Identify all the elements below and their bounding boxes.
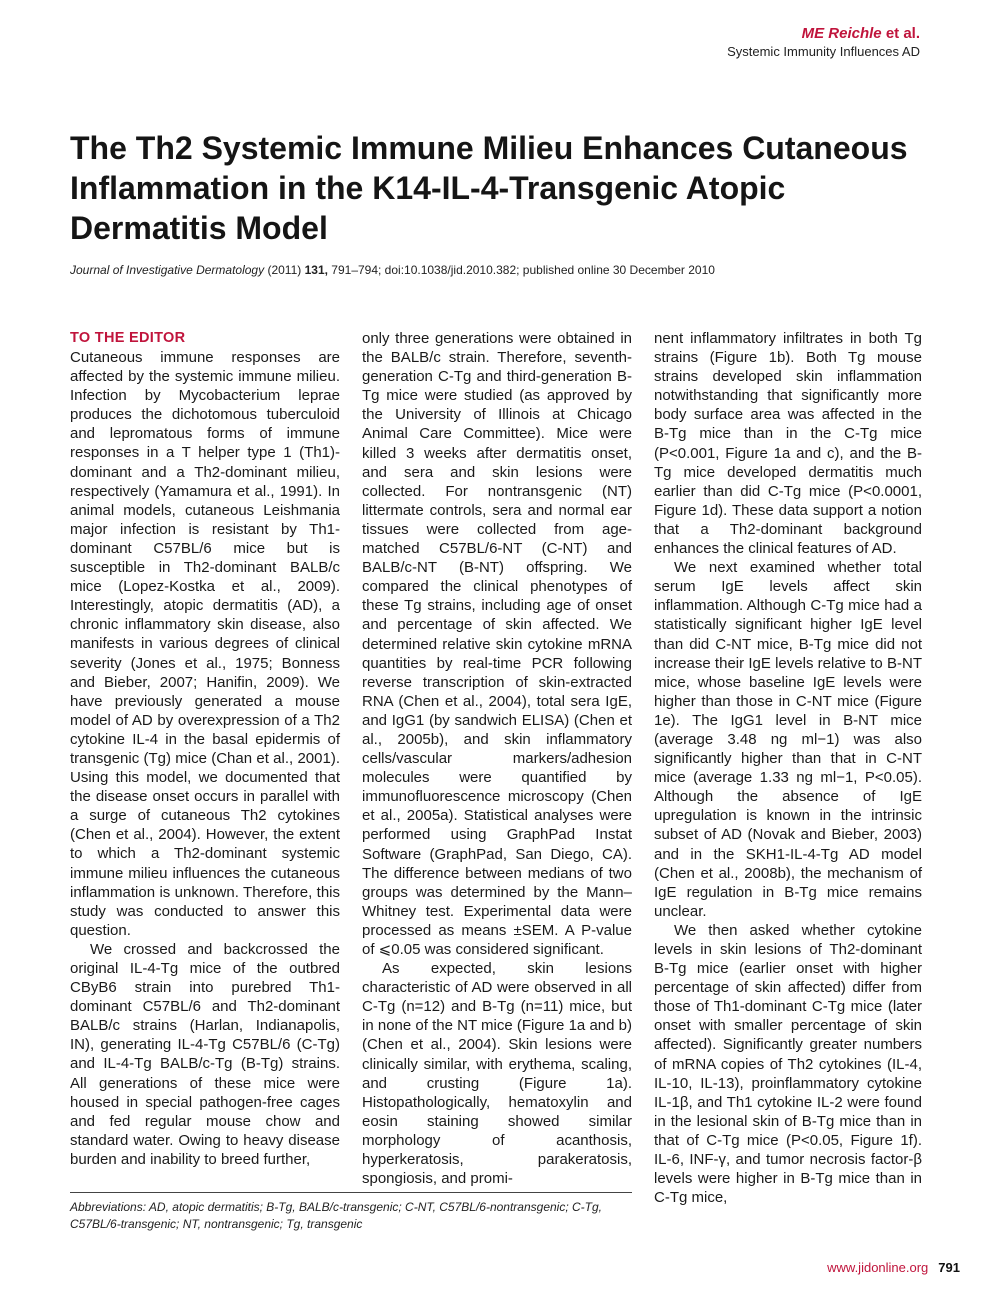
running-head-title: Systemic Immunity Influences AD: [727, 44, 920, 59]
running-head: [727, 24, 920, 60]
paragraph: We next examined whether total serum IgE levels affect skin inflammation. Although C-Tg mice had a statistically significant higher IgE level than did C-NT mice, B-Tg mice did not increase their IgE levels relative to B-NT mice, whose baseline IgE levels were higher than those in C-NT mice (Figure 1e). The IgG1 level in B-NT mice (average 3.48 ng ml−1) was also significantly higher than that in C-NT mice (average 1.33 ng ml−1, P<0.05). Although the absence of IgE upregulation is known in the intrinsic subset of AD (Novak and Bieber, 2003) and in the SKH1-IL-4-Tg AD model (Chen et al., 2008b), the mechanism of IgE regulation in B-Tg mice remains unclear.: [654, 559, 922, 920]
running-head-author: [727, 24, 920, 44]
citation-line: [70, 262, 930, 278]
citation-volume: 131,: [304, 263, 328, 277]
footnote-divider: [70, 1192, 632, 1193]
journal-url[interactable]: www.jidonline.org: [827, 1260, 929, 1275]
article-title: The Th2 Systemic Immune Milieu Enhances Cutaneous Inflammation in the K14-IL-4-Transgenic Atopic Dermatitis Model: [70, 130, 908, 246]
citation-year: (2011): [267, 263, 302, 277]
page-footer: [827, 1260, 960, 1276]
page-number: 791: [938, 1260, 960, 1275]
author-name: ME Reichle: [801, 25, 882, 42]
column-2: [362, 329, 632, 1188]
citation-details: 791–794; doi:10.1038/jid.2010.382; published online 30 December 2010: [331, 263, 715, 277]
journal-name: Journal of Investigative Dermatology: [70, 263, 265, 277]
column-3: [654, 329, 922, 1229]
paragraph: nent inflammatory infiltrates in both Tg strains (Figure 1b). Both Tg mouse strains developed skin inflammation notwithstanding that significantly more body surface area was affected in the B-Tg mice than in the C-Tg mice (P<0.001, Figure 1a and c), and the B-Tg mice developed dermatitis much earlier than did C-Tg mice (P<0.0001, Figure 1d). These data support a notion that a Th2-dominant background enhances the clinical features of AD.: [654, 330, 922, 558]
paragraph: As expected, skin lesions characteristic of AD were observed in all C-Tg (n=12) and B-Tg (n=11) mice, but in none of the NT mice (Figure 1a and b) (Chen et al., 2004). Skin lesions were clinically similar, with erythema, scaling, and crusting (Figure 1a). Histopathologically, hematoxylin and eosin staining showed similar morphology of acanthosis, hyperkeratosis, parakeratosis, spongiosis, and promi-: [362, 960, 632, 1188]
paragraph: We crossed and backcrossed the original IL-4-Tg mice of the outbred CByB6 strain into purebred Th1-dominant C57BL/6 and Th2-dominant BALB/c strains (Harlan, Indianapolis, IN), generating IL-4-Tg C57BL/6 (C-Tg) and IL-4-Tg BALB/c-Tg (B-Tg) strains. All generations of these mice were housed in special pathogen-free cages and fed regular mouse chow and standard water. Owing to heavy disease burden and inability to breed further,: [70, 940, 340, 1168]
abbreviations-footnote: Abbreviations: AD, atopic dermatitis; B-Tg, BALB/c-transgenic; C-NT, C57BL/6-nontransgenic; C-Tg, C57BL/6-transgenic; NT, nontransgenic; Tg, transgenic: [70, 1200, 603, 1231]
paragraph: only three generations were obtained in the BALB/c strain. Therefore, seventh-generation C-Tg and third-generation B-Tg mice were studied (as approved by the University of Illinois at Chicago Animal Care Committee). Mice were killed 3 weeks after dermatitis onset, and sera and skin lesions were collected. For nontransgenic (NT) littermate controls, sera and normal ear tissues were collected from age-matched C57BL/6-NT (C-NT) and BALB/c-NT (B-NT) offspring. We compared the clinical phenotypes of these Tg strains, including age of onset and percentage of skin affected. We determined relative skin cytokine mRNA quantities by real-time PCR following reverse transcription of skin-extracted RNA (Chen et al., 2004), total sera IgE, and IgG1 (by sandwich ELISA) (Chen et al., 2005b), and skin inflammatory cells/vascular markers/adhesion molecules were quantified by immunofluorescence microscopy (Chen et al., 2005a). Statistical analyses were performed using GraphPad Instat Software (GraphPad, San Diego, CA). The difference between medians of two groups was determined by the Mann–Whitney test. Experimental data were processed as means ±SEM. A P-value of ⩽0.05 was considered significant.: [362, 330, 632, 958]
paragraph: We then asked whether cytokine levels in skin lesions of Th2-dominant B-Tg mice (earlier onset with higher percentage of skin affected) differ from those of Th1-dominant C-Tg mice (later onset with smaller percentage of skin affected). Significantly greater numbers of mRNA copies of Th2 cytokines (IL-4, IL-10, IL-13), proinflammatory cytokine IL-1β, and Th1 cytokine IL-2 were found in the lesional skin of B-Tg mice than in that of C-Tg mice (P<0.05, Figure 1f). IL-6, INF-γ, and tumor necrosis factor-β levels were higher in B-Tg mice than in C-Tg mice,: [654, 921, 922, 1207]
column-1: [70, 329, 340, 1174]
paragraph: Cutaneous immune responses are affected by the systemic immune milieu. Infection by Mycobacterium leprae produces the dichotomous tuberculoid and lepromatous forms of immune responses in a T helper type 1 (Th1)-dominant and a Th2-dominant milieu, respectively (Yamamura et al., 1991). In animal models, cutaneous Leishmania major infection is resistant by Th1-dominant C57BL/6 mice but is susceptible in Th2-dominant BALB/c mice (Lopez-Kostka et al., 2009). Interestingly, atopic dermatitis (AD), a chronic inflammatory skin disease, also manifests in various degrees of clinical severity (Jones et al., 1975; Bonness and Bieber, 2007; Hanifin, 2009). We have previously generated a mouse model of AD by overexpression of a Th2 cytokine IL-4 in the basal epidermis of transgenic (Tg) mice (Chan et al., 2001). Using this model, we documented that the disease onset occurs in parallel with a surge of cutaneous Th2 cytokines (Chen et al., 2004). However, the extent to which a Th2-dominant systemic immune milieu influences the cutaneous inflammation is unknown. Therefore, this study was conducted to answer this question.: [70, 349, 340, 939]
et-al: et al.: [885, 25, 920, 42]
section-heading: TO THE EDITOR: [70, 330, 186, 346]
